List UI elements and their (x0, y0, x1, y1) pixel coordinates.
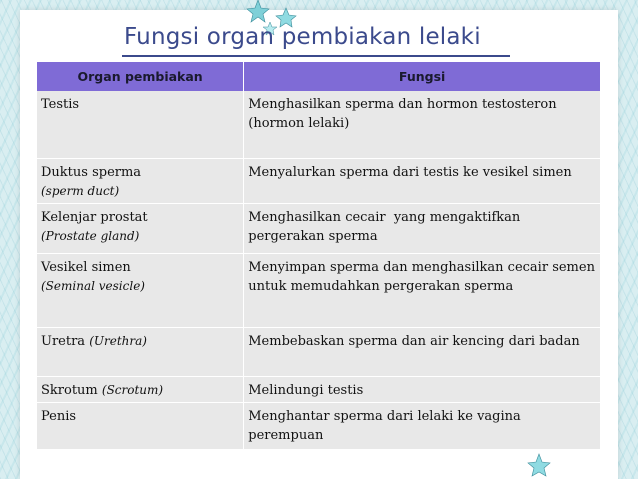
organ-cell (37, 377, 244, 403)
fungsi-cell: Melindungi testis (244, 377, 601, 403)
organ-latin: (Prostate gland) (41, 229, 140, 243)
organ-cell (37, 403, 244, 450)
organ-name: Skrotum (41, 383, 98, 398)
fungsi-cell: Menyimpan sperma dan menghasilkan cecair semen untuk memudahkan pergerakan sperma (244, 254, 601, 328)
organ-cell (37, 204, 244, 254)
header-organ: Organ pembiakan (37, 62, 244, 91)
organ-name: Vesikel simen (41, 260, 131, 275)
table-header-row (37, 62, 601, 91)
organ-cell (37, 254, 244, 328)
page-title: Fungsi organ pembiakan lelaki (124, 24, 481, 50)
organ-latin: (sperm duct) (41, 184, 120, 198)
fungsi-cell: Menghantar sperma dari lelaki ke vagina perempuan (244, 403, 601, 450)
fungsi-cell: Menghasilkan sperma dan hormon testosteron (hormon lelaki) (244, 91, 601, 159)
organ-cell (37, 159, 244, 204)
organ-name: Kelenjar prostat (41, 210, 148, 225)
fungsi-cell: Menyalurkan sperma dari testis ke vesikel simen (244, 159, 601, 204)
organ-latin: (Seminal vesicle) (41, 279, 145, 293)
table-row (37, 159, 601, 204)
table-row (37, 377, 601, 403)
bottom-decoration (494, 446, 564, 479)
table-row (37, 254, 601, 328)
organ-latin: (Scrotum) (101, 383, 164, 397)
organ-name: Uretra (41, 334, 86, 349)
organ-name: Duktus sperma (41, 165, 142, 180)
fungsi-cell: Membebaskan sperma dan air kencing dari badan (244, 328, 601, 377)
star-icon (247, 0, 269, 22)
header-fungsi: Fungsi (244, 62, 601, 91)
organ-function-table (37, 62, 601, 450)
organ-cell (37, 91, 244, 159)
title-underline (122, 55, 510, 57)
fungsi-cell: Menghasilkan cecair yang mengaktifkan pergerakan sperma (244, 204, 601, 254)
table-row (37, 91, 601, 159)
table-row (37, 328, 601, 377)
organ-cell (37, 328, 244, 377)
star-icon (528, 454, 550, 476)
table-row (37, 204, 601, 254)
table-row (37, 403, 601, 450)
organ-latin: (Urethra) (89, 334, 147, 348)
organ-name: Testis (41, 97, 80, 112)
organ-name: Penis (41, 409, 77, 424)
